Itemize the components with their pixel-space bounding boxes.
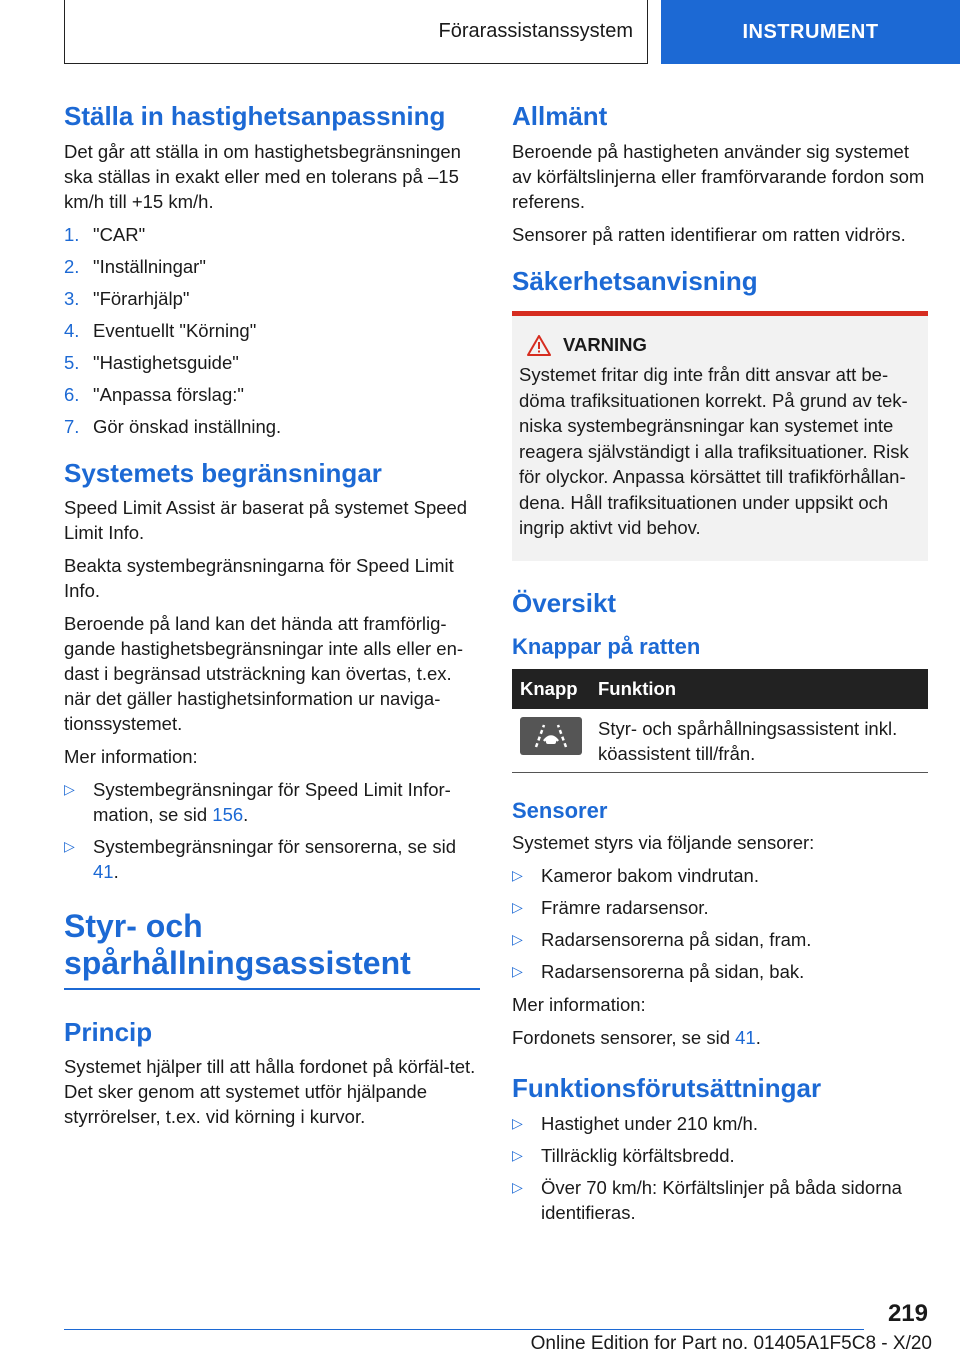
bullet-triangle-icon: ▷	[512, 1114, 523, 1131]
list-item: 1. "CAR"	[64, 223, 146, 245]
table-cell-key	[512, 709, 590, 773]
table-header-row	[512, 669, 928, 709]
page-link-41[interactable]: 41	[93, 861, 114, 882]
conditions-list	[512, 1111, 928, 1225]
speed-adjust-heading: Ställa in hastighetsanpassning	[64, 101, 446, 131]
bullet-triangle-icon: ▷	[64, 838, 75, 854]
right-column	[512, 100, 928, 1233]
warning-triangle-icon	[527, 335, 551, 356]
page-number: 219	[887, 1300, 928, 1327]
bullet-triangle-icon: ▷	[512, 1146, 523, 1163]
table-cell-function: Styr- och spårhållningsassistent inkl. köassistent till/från.	[590, 709, 928, 773]
header-section: Förarassistanssystem	[64, 0, 648, 64]
chapter-heading-wrap	[64, 908, 480, 990]
steering-assistant-heading: Styr- och spårhållningsassistent	[64, 908, 411, 981]
warning-box	[512, 311, 928, 561]
bullet-triangle-icon: ▷	[512, 867, 523, 883]
speed-adjust-text: Det går att ställa in om hastighetsbegränsningen ska ställas in exakt eller med en tolerans på –15 km/h till +15 km/h.	[64, 140, 461, 212]
steering-buttons-heading: Knappar på ratten	[512, 634, 701, 659]
list-item: 6. "Anpassa förslag:"	[64, 383, 244, 405]
footer-divider	[64, 1329, 864, 1330]
table-row	[512, 709, 928, 773]
sensors-text: Systemet styrs via följande sensorer:	[512, 832, 815, 853]
bullet-triangle-icon: ▷	[512, 931, 523, 947]
bullet-triangle-icon: ▷	[512, 1178, 523, 1195]
principle-text: Systemet hjälper till att hålla fordonet på körfäl-tet. Det sker genom att systemet utför hjälpande styrrörelser, t.ex. vid körning i kurvor.	[64, 1056, 476, 1128]
header-chapter-tab[interactable]: INSTRUMENT	[661, 0, 960, 64]
list-item: ▷ Systembegränsningar för sensorerna, se sid 41.	[64, 836, 456, 882]
table-header-button: Knapp	[512, 669, 590, 709]
general-heading: Allmänt	[512, 101, 608, 131]
list-item: 3. "Förarhjälp"	[64, 287, 190, 309]
conditions-heading: Funktionsförutsättningar	[512, 1073, 822, 1103]
list-item: 2. "Inställningar"	[64, 255, 206, 277]
list-item: ▷ Kameror bakom vindrutan.	[512, 865, 759, 886]
page-link-156[interactable]: 156	[212, 804, 244, 825]
table-header-function: Funktion	[590, 669, 928, 709]
list-item: 7. Gör önskad inställning.	[64, 415, 282, 437]
lane-keeping-icon	[520, 717, 582, 755]
limits-text-3: Beroende på land kan det hända att framförlig-gande hastighetsbegränsningar inte alls eller en-dast i begränsad utsträckning kan övertas, t.ex. när det gäller hastighetsinformation ur naviga-tionssystemet.	[64, 613, 464, 734]
list-item: ▷ Över 70 km/h: Körfältslinjer på båda sidorna identifieras.	[512, 1176, 902, 1223]
warning-text: Systemet fritar dig inte från ditt ansvar att be-döma trafiksituationen korrekt. På grund av tek-niska systembegränsningar kan systemet inte reagera självständigt i alla trafiksituationer. Risk för olyckor. Anpassa körsättet till trafikförhållan-dena. Håll trafiksituationen under uppsikt och ingrip aktivt vid behov.	[519, 364, 909, 538]
safety-heading: Säkerhetsanvisning	[512, 265, 758, 296]
list-item: ▷ Främre radarsensor.	[512, 897, 709, 918]
list-item: 5. "Hastighetsguide"	[64, 351, 239, 373]
general-text-2: Sensorer på ratten identifierar om ratten vidrörs.	[512, 223, 906, 245]
more-info-label: Mer information:	[64, 746, 198, 767]
steps-list	[64, 222, 480, 439]
list-item: ▷ Systembegränsningar för Speed Limit Infor-mation, se sid 156.	[64, 779, 451, 825]
sensors-list	[512, 863, 928, 984]
limits-heading: Systemets begränsningar	[64, 457, 382, 488]
list-item: ▷ Hastighet under 210 km/h.	[512, 1112, 758, 1134]
list-item: ▷ Radarsensorerna på sidan, bak.	[512, 961, 805, 982]
buttons-table	[512, 669, 928, 773]
list-item: ▷ Radarsensorerna på sidan, fram.	[512, 929, 812, 950]
footer-edition: Online Edition for Part no. 01405A1F5C8 - X/20	[530, 1333, 932, 1354]
more-info-label: Mer information:	[512, 994, 646, 1015]
bullet-triangle-icon: ▷	[512, 899, 523, 915]
sensors-heading: Sensorer	[512, 797, 608, 823]
vehicle-sensors-text: Fordonets sensorer, se sid 41.	[512, 1027, 761, 1048]
bullet-triangle-icon: ▷	[64, 781, 75, 797]
page-link-41[interactable]: 41	[735, 1027, 756, 1048]
warning-title: VARNING	[527, 334, 921, 356]
list-item: 4. Eventuellt "Körning"	[64, 319, 257, 341]
bullet-triangle-icon: ▷	[512, 963, 523, 979]
overview-heading: Översikt	[512, 587, 617, 618]
limits-list	[64, 777, 480, 884]
general-text-1: Beroende på hastigheten använder sig systemet av körfältslinjerna eller framförvarande fordon som referens.	[512, 140, 925, 212]
left-column	[64, 100, 480, 1137]
principle-heading: Princip	[64, 1016, 153, 1047]
limits-text-2: Beakta systembegränsningarna för Speed Limit Info.	[64, 555, 454, 601]
limits-text-1: Speed Limit Assist är baserat på systemet Speed Limit Info.	[64, 497, 468, 543]
list-item: ▷ Tillräcklig körfältsbredd.	[512, 1144, 735, 1166]
